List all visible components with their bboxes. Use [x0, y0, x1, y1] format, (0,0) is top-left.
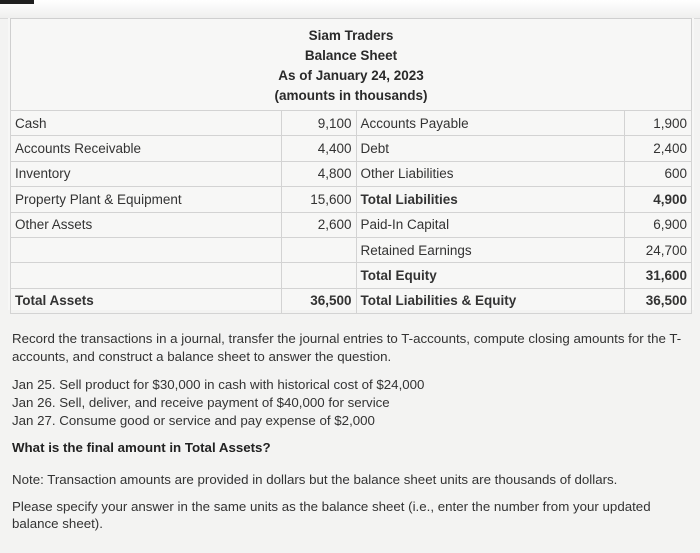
answer-instructions: Please specify your answer in the same units as the balance sheet (i.e., enter the number from your updated [12, 499, 651, 514]
transaction-jan-27: Jan 27. Consume good or service and pay expense of $2,000 [12, 413, 375, 428]
table-row [11, 136, 692, 161]
top-corner-mark [0, 0, 34, 4]
asset-label: Cash [11, 111, 282, 136]
instructions-text: Record the transactions in a journal, transfer the journal entries to T-accounts, compute closing amounts for the T- [12, 331, 682, 346]
total-liabilities-value: 4,900 [624, 187, 691, 212]
total-liabilities-equity-label: Total Liabilities & Equity [356, 288, 624, 313]
table-row [11, 161, 692, 186]
statement-units: (amounts in thousands) [274, 88, 428, 103]
table-row [11, 212, 692, 237]
transaction-jan-26: Jan 26. Sell, deliver, and receive payment of $40,000 for service [12, 395, 390, 410]
table-row [11, 187, 692, 212]
liability-value: 1,900 [624, 111, 691, 136]
answer-instructions-cont: balance sheet). [12, 516, 103, 531]
balance-sheet-table [10, 110, 692, 314]
asset-label: Inventory [11, 161, 282, 186]
asset-label: Accounts Receivable [11, 136, 282, 161]
table-row [11, 288, 692, 313]
total-equity-label: Total Equity [356, 263, 624, 288]
asset-label [11, 237, 282, 262]
asset-label: Property Plant & Equipment [11, 187, 282, 212]
liability-label: Other Liabilities [356, 161, 624, 186]
units-note: Note: Transaction amounts are provided in dollars but the balance sheet units are thousands of dollars. [12, 472, 618, 487]
total-liabilities-label: Total Liabilities [356, 187, 624, 212]
total-equity-value: 31,600 [624, 263, 691, 288]
top-strip [0, 0, 700, 19]
statement-title: Balance Sheet [304, 48, 398, 63]
table-row [11, 263, 692, 288]
asset-label: Other Assets [11, 212, 282, 237]
instructions-text-cont: accounts, and construct a balance sheet to answer the question. [12, 349, 392, 364]
question-prompt: What is the final amount in Total Assets? [12, 440, 271, 455]
asset-value: 9,100 [282, 111, 356, 136]
table-row [11, 237, 692, 262]
asset-label [11, 263, 282, 288]
total-liabilities-equity-value: 36,500 [624, 288, 691, 313]
equity-label: Paid-In Capital [356, 212, 624, 237]
equity-label: Retained Earnings [356, 237, 624, 262]
total-assets-value: 36,500 [282, 288, 356, 313]
liability-value: 600 [624, 161, 691, 186]
asset-value [282, 237, 356, 262]
asset-value: 4,400 [282, 136, 356, 161]
equity-value: 6,900 [624, 212, 691, 237]
asset-value: 2,600 [282, 212, 356, 237]
equity-value: 24,700 [624, 237, 691, 262]
asset-value: 4,800 [282, 161, 356, 186]
liability-label: Accounts Payable [356, 111, 624, 136]
asset-value: 15,600 [282, 187, 356, 212]
liability-value: 2,400 [624, 136, 691, 161]
asset-value [282, 263, 356, 288]
transaction-jan-25: Jan 25. Sell product for $30,000 in cash with historical cost of $24,000 [12, 377, 425, 392]
statement-date: As of January 24, 2023 [278, 68, 424, 83]
liability-label: Debt [356, 136, 624, 161]
total-assets-label: Total Assets [11, 288, 282, 313]
balance-sheet [8, 18, 694, 310]
table-row [11, 111, 692, 136]
company-name: Siam Traders [308, 28, 394, 43]
